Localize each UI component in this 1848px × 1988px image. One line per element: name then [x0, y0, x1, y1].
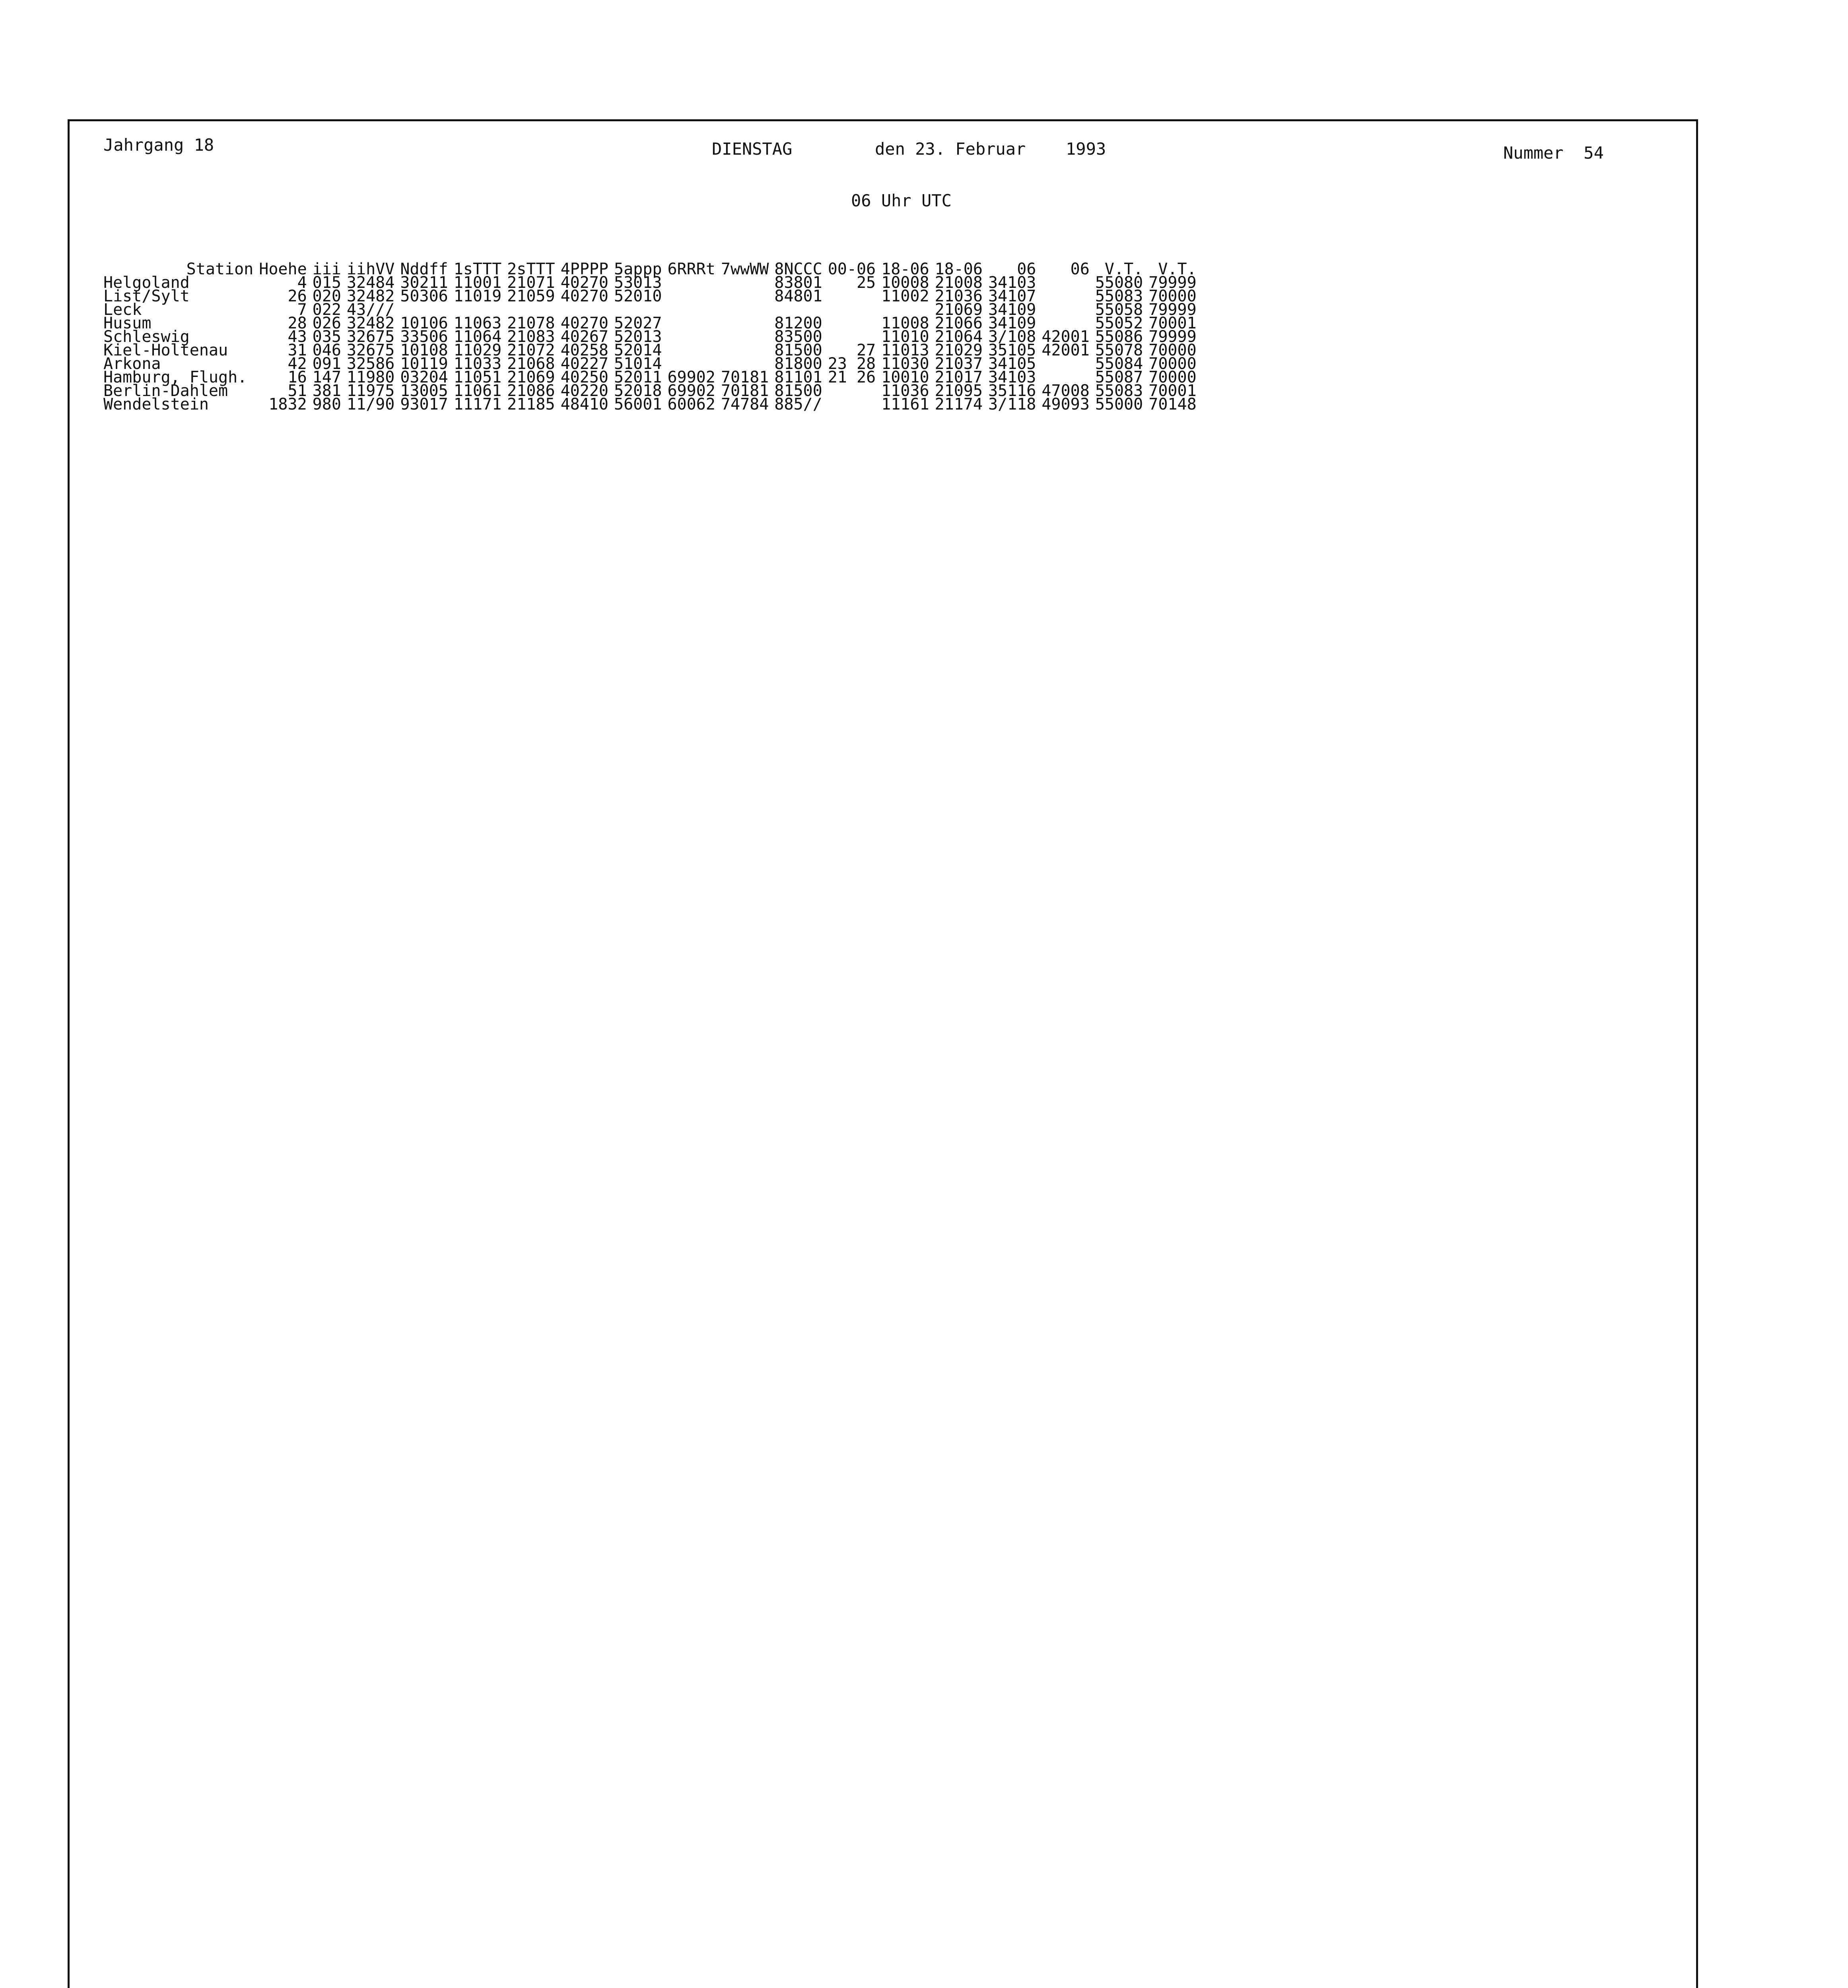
observation-value: 21029: [935, 341, 983, 359]
observation-value: 79999: [1148, 274, 1197, 292]
observation-value: 020: [312, 287, 341, 305]
observation-value: 70000: [1148, 355, 1197, 373]
observation-value: 147: [312, 368, 341, 386]
observation-value: 35105: [988, 341, 1036, 359]
observation-value: [828, 316, 881, 330]
observation-value: 21071: [507, 274, 555, 292]
observation-value: 69902: [667, 382, 715, 400]
observation-value: 11061: [453, 382, 502, 400]
observation-value: 40227: [560, 355, 609, 373]
observation-value: 4: [297, 274, 307, 292]
observation-value: 11161: [881, 395, 929, 414]
observation-value: 79999: [1148, 328, 1197, 346]
observation-value: 34105: [988, 355, 1036, 373]
station-table: [103, 260, 1202, 414]
observation-value: 21095: [935, 382, 983, 400]
observation-value: 1832: [268, 395, 307, 414]
observation-value: 83801: [774, 274, 822, 292]
station-name: Leck: [103, 301, 142, 319]
station-name: Berlin-Dahlem: [103, 382, 228, 400]
observation-value: 51: [288, 382, 307, 400]
observation-value: 21036: [935, 287, 983, 305]
column-header: 4PPPP: [560, 260, 609, 278]
observation-value: 35116: [988, 382, 1036, 400]
column-header: 6RRRt: [667, 260, 715, 278]
observation-value: 33506: [400, 328, 448, 346]
observation-value: 23 28: [828, 355, 876, 373]
station-name: Husum: [103, 314, 152, 332]
observation-value: 51014: [614, 355, 662, 373]
observation-value: 83500: [774, 328, 822, 346]
observation-value: 10108: [400, 341, 448, 359]
column-header: 2sTTT: [507, 260, 555, 278]
observation-value: 34107: [988, 287, 1036, 305]
observation-value: 81800: [774, 355, 822, 373]
observation-value: 21174: [935, 395, 983, 414]
observation-value: [667, 330, 721, 344]
observation-value: 21037: [935, 355, 983, 373]
column-header: V.T.: [1104, 260, 1143, 278]
observation-value: 32586: [346, 355, 395, 373]
issue-number: Nummer 54: [1503, 143, 1604, 163]
column-header: 18-06: [935, 260, 983, 278]
observation-value: 50306: [400, 287, 448, 305]
observation-value: 10106: [400, 314, 448, 332]
observation-value: [721, 289, 774, 303]
observation-value: 11/90: [346, 395, 395, 414]
observation-value: 7: [297, 301, 307, 319]
observation-value: 56001: [614, 395, 662, 414]
observation-value: 046: [312, 341, 341, 359]
observation-value: 11033: [453, 355, 502, 373]
observation-value: 21069: [507, 368, 555, 386]
observation-value: 52013: [614, 328, 662, 346]
observation-value: 69902: [667, 368, 715, 386]
observation-value: 55080: [1095, 274, 1143, 292]
date: den 23. Februar: [875, 139, 1026, 159]
observation-value: 70148: [1148, 395, 1197, 414]
station-rows: [103, 274, 1202, 414]
observation-value: 11002: [881, 287, 929, 305]
observation-value: [721, 316, 774, 330]
observation-value: 035: [312, 328, 341, 346]
observation-value: 11013: [881, 341, 929, 359]
station-name: Kiel-Holtenau: [103, 341, 228, 359]
year-label: Jahrgang 18: [103, 135, 214, 155]
observation-value: 015: [312, 274, 341, 292]
observation-value: 52014: [614, 341, 662, 359]
station-name: Hamburg, Flugh.: [103, 368, 247, 386]
observation-value: [828, 303, 881, 316]
observation-value: 11010: [881, 328, 929, 346]
observation-value: 11001: [453, 274, 502, 292]
observation-value: 93017: [400, 395, 448, 414]
column-header: 00-06: [828, 260, 876, 278]
observation-value: 11980: [346, 368, 395, 386]
observation-value: 55078: [1095, 341, 1143, 359]
observation-value: 55083: [1095, 382, 1143, 400]
station-name: Helgoland: [103, 274, 190, 292]
observation-value: 11975: [346, 382, 395, 400]
observation-value: 32482: [346, 287, 395, 305]
observation-value: 26: [288, 287, 307, 305]
observation-value: 03204: [400, 368, 448, 386]
observation-value: 3/118: [988, 395, 1036, 414]
observation-value: 40258: [560, 341, 609, 359]
observation-value: 70181: [721, 382, 769, 400]
observation-value: 40270: [560, 314, 609, 332]
observation-value: 42001: [1042, 341, 1090, 359]
observation-value: 40270: [560, 274, 609, 292]
observation-value: 34109: [988, 301, 1036, 319]
observation-value: 11171: [453, 395, 502, 414]
observation-value: 11029: [453, 341, 502, 359]
observation-value: 31: [288, 341, 307, 359]
observation-value: 28: [288, 314, 307, 332]
observation-value: 27: [856, 341, 876, 359]
observation-value: 381: [312, 382, 341, 400]
observation-value: 32675: [346, 328, 395, 346]
station-row: [103, 289, 1202, 303]
observation-value: 34103: [988, 274, 1036, 292]
column-header: V.T.: [1158, 260, 1197, 278]
observation-value: 55058: [1095, 301, 1143, 319]
observation-value: 52027: [614, 314, 662, 332]
observation-time: 06 Uhr UTC: [851, 191, 952, 210]
observation-value: 81200: [774, 314, 822, 332]
observation-value: 10008: [881, 274, 929, 292]
observation-value: 3/108: [988, 328, 1036, 346]
observation-value: 81500: [774, 341, 822, 359]
station-name: Schleswig: [103, 328, 190, 346]
observation-value: 42001: [1042, 328, 1090, 346]
column-header: iihVV: [346, 260, 395, 278]
column-header: 1sTTT: [453, 260, 502, 278]
observation-value: 11030: [881, 355, 929, 373]
observation-value: 47008: [1042, 382, 1090, 400]
observation-value: 52010: [614, 287, 662, 305]
observation-value: 40250: [560, 368, 609, 386]
observation-value: 55000: [1095, 395, 1143, 414]
observation-value: 55084: [1095, 355, 1143, 373]
observation-value: 21086: [507, 382, 555, 400]
observation-value: 79999: [1148, 301, 1197, 319]
observation-value: 55052: [1095, 314, 1143, 332]
year: 1993: [1066, 139, 1106, 159]
observation-value: 34103: [988, 368, 1036, 386]
column-header: 8NCCC: [774, 260, 822, 278]
observation-value: [721, 303, 774, 316]
observation-value: 34109: [988, 314, 1036, 332]
observation-value: 21017: [935, 368, 983, 386]
observation-value: [667, 303, 721, 316]
observation-value: 70001: [1148, 314, 1197, 332]
observation-value: 53013: [614, 274, 662, 292]
observation-value: 091: [312, 355, 341, 373]
weekday: DIENSTAG: [712, 139, 793, 159]
observation-value: [667, 316, 721, 330]
observation-value: 21008: [935, 274, 983, 292]
observation-value: 21185: [507, 395, 555, 414]
column-header: Station: [186, 260, 254, 278]
observation-value: 30211: [400, 274, 448, 292]
observation-value: 16: [288, 368, 307, 386]
observation-value: [721, 330, 774, 344]
observation-value: 885//: [774, 395, 822, 414]
column-header: iii: [312, 260, 341, 278]
observation-value: 21069: [935, 301, 983, 319]
observation-value: 11051: [453, 368, 502, 386]
observation-value: 21078: [507, 314, 555, 332]
observation-value: 52018: [614, 382, 662, 400]
observation-value: 70000: [1148, 368, 1197, 386]
observation-value: 11064: [453, 328, 502, 346]
observation-value: 74784: [721, 395, 769, 414]
observation-value: 60062: [667, 395, 715, 414]
observation-value: 81101: [774, 368, 822, 386]
observation-value: 21064: [935, 328, 983, 346]
station-name: Wendelstein: [103, 395, 209, 414]
observation-value: 52011: [614, 368, 662, 386]
observation-value: 21 26: [828, 368, 876, 386]
observation-value: 21072: [507, 341, 555, 359]
observation-value: 21068: [507, 355, 555, 373]
column-header: 06: [1070, 260, 1090, 278]
column-header: Hoehe: [259, 260, 307, 278]
observation-value: 11036: [881, 382, 929, 400]
observation-value: 55083: [1095, 287, 1143, 305]
observation-value: 980: [312, 395, 341, 414]
observation-value: 55086: [1095, 328, 1143, 346]
observation-value: 42: [288, 355, 307, 373]
observation-value: [667, 344, 721, 357]
observation-value: 32675: [346, 341, 395, 359]
column-header: 5appp: [614, 260, 662, 278]
observation-value: 25: [856, 274, 876, 292]
observation-value: 21059: [507, 287, 555, 305]
observation-value: [1042, 303, 1095, 316]
observation-value: 022: [312, 301, 341, 319]
observation-value: 55087: [1095, 368, 1143, 386]
observation-value: 84801: [774, 287, 822, 305]
observation-value: 70000: [1148, 341, 1197, 359]
observation-value: 10119: [400, 355, 448, 373]
column-header: 18-06: [881, 260, 929, 278]
observation-value: 11063: [453, 314, 502, 332]
observation-value: 43///: [346, 301, 395, 319]
observation-value: [667, 289, 721, 303]
observation-value: 81500: [774, 382, 822, 400]
observation-value: 49093: [1042, 395, 1090, 414]
observation-value: [828, 398, 881, 411]
observation-value: 026: [312, 314, 341, 332]
observation-value: 11019: [453, 287, 502, 305]
observation-value: [721, 344, 774, 357]
observation-value: 40270: [560, 287, 609, 305]
observation-value: [1042, 289, 1095, 303]
station-row: [103, 398, 1202, 411]
observation-value: 70001: [1148, 382, 1197, 400]
observation-value: 43: [288, 328, 307, 346]
observation-value: 32482: [346, 314, 395, 332]
observation-value: 70000: [1148, 287, 1197, 305]
station-name: Arkona: [103, 355, 161, 373]
observation-value: 40220: [560, 382, 609, 400]
observation-value: 48410: [560, 395, 609, 414]
column-header: Nddff: [400, 260, 448, 278]
observation-value: 70181: [721, 368, 769, 386]
station-name: List/Sylt: [103, 287, 190, 305]
observation-value: 10010: [881, 368, 929, 386]
observation-value: 32484: [346, 274, 395, 292]
column-header: 06: [1017, 260, 1036, 278]
column-header: 7wwWW: [721, 260, 769, 278]
observation-value: 40267: [560, 328, 609, 346]
observation-value: 21083: [507, 328, 555, 346]
observation-value: 13005: [400, 382, 448, 400]
observation-value: 11008: [881, 314, 929, 332]
observation-value: 21066: [935, 314, 983, 332]
